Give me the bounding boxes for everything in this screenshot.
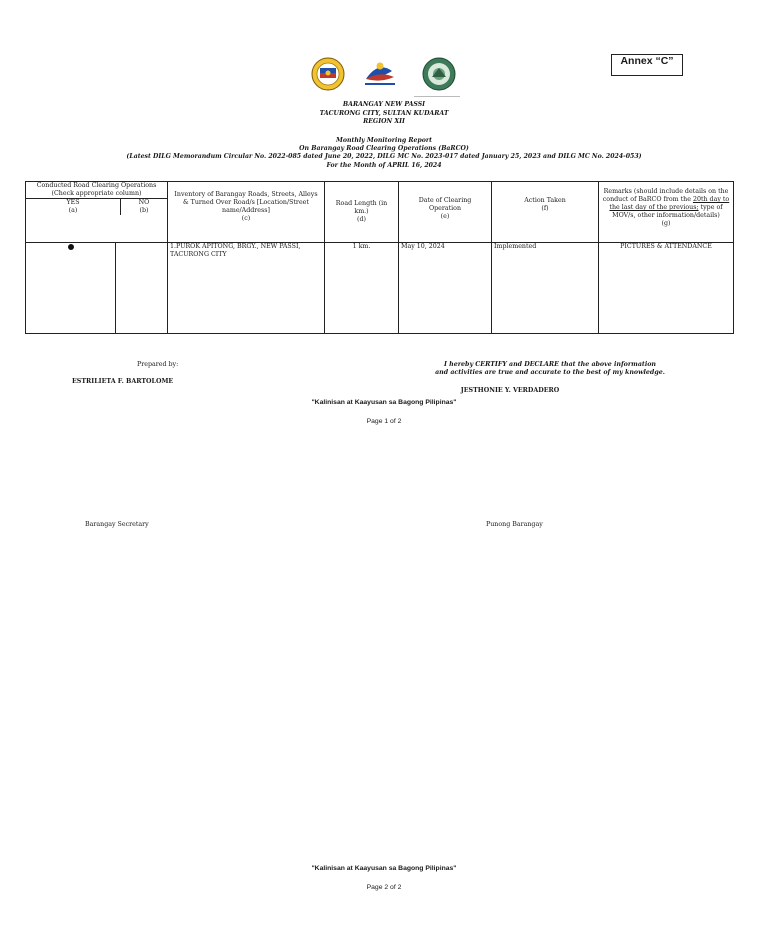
punong-barangay-title: Punong Barangay	[486, 521, 543, 528]
col-action-code: (f)	[541, 205, 549, 212]
yes-mark-icon	[68, 244, 74, 250]
col-yes-header: YES	[66, 199, 80, 206]
length-cell: 1 km.	[325, 243, 399, 334]
dilg-seal-icon	[312, 58, 344, 90]
col-length-header: Road Length (in km.)	[335, 200, 388, 215]
logo-underline	[414, 96, 460, 97]
report-title: Monthly Monitoring Report	[336, 137, 432, 144]
col-conducted-header: Conducted Road Clearing Operations	[36, 182, 157, 189]
col-remarks-code: (g)	[661, 220, 671, 227]
col-no-header: NO	[138, 199, 150, 206]
page-number-2: Page 2 of 2	[366, 884, 402, 891]
motto-page-1: "Kalinisan at Kaayusan sa Bagong Pilipinas"	[311, 399, 457, 406]
remarks-cell: PICTURES & ATTENDANCE	[599, 243, 734, 334]
col-date-header: Date of Clearing Operation	[418, 197, 472, 212]
location-cell: 1.PUROK APITONG, BRGY., NEW PASSI, TACURONG CITY	[168, 243, 325, 334]
col-action-header: Action Taken	[524, 197, 566, 204]
certify-line-2: and activities are true and accurate to the best of my knowledge.	[435, 369, 665, 376]
action-cell: Implemented	[492, 243, 599, 334]
col-remarks-header: Remarks (should include details on the conduct of BaRCO from the 20th day to the last day of the previous; type of MOV/s, other information/details)	[602, 188, 730, 219]
secretary-title: Barangay Secretary	[85, 521, 149, 528]
col-yes-code: (a)	[68, 207, 78, 214]
table-row	[26, 243, 734, 334]
barangay-name: BARANGAY NEW PASSI	[342, 101, 426, 108]
date-cell: May 10, 2024	[399, 243, 492, 334]
col-length-code: (d)	[357, 216, 366, 223]
certify-line-1: I hereby CERTIFY and DECLARE that the above information	[444, 361, 656, 368]
logos	[308, 57, 463, 91]
col-no-code: (b)	[139, 207, 149, 214]
col-date-code: (e)	[440, 213, 450, 220]
report-subject: On Barangay Road Clearing Operations (BaRCO)	[299, 145, 469, 152]
prepared-name: ESTRILIETA F. BARTOLOME	[72, 378, 174, 385]
bagong-pilipinas-logo-icon	[365, 63, 395, 86]
city-line: TACURONG CITY, SULTAN KUDARAT	[319, 110, 449, 117]
city-seal-icon	[423, 58, 455, 90]
page-number-1: Page 1 of 2	[366, 418, 402, 425]
annex-label: Annex “C”	[611, 54, 683, 76]
barco-table	[25, 181, 734, 334]
certify-name: JESTHONIE Y. VERDADERO	[460, 387, 560, 394]
report-month: For the Month of APRIL 16, 2024	[326, 162, 442, 169]
table-header-row	[26, 182, 734, 243]
region-line: REGION XII	[363, 118, 405, 125]
motto-page-2: "Kalinisan at Kaayusan sa Bagong Pilipinas"	[311, 865, 457, 872]
no-cell	[116, 243, 168, 334]
memo-reference: (Latest DILG Memorandum Circular No. 2022-085 dated June 20, 2022, DILG MC No. 2023-017 dated January 25, 2023 and DILG MC No. 2024-053)	[126, 153, 642, 160]
col-conducted-subheader: (Check appropriate column)	[26, 190, 167, 199]
col-inventory-code: (c)	[241, 215, 251, 222]
col-inventory-header: Inventory of Barangay Roads, Streets, Alleys & Turned Over Road/s [Location/Street name/Address]	[174, 191, 318, 214]
prepared-by-label: Prepared by:	[137, 361, 179, 368]
